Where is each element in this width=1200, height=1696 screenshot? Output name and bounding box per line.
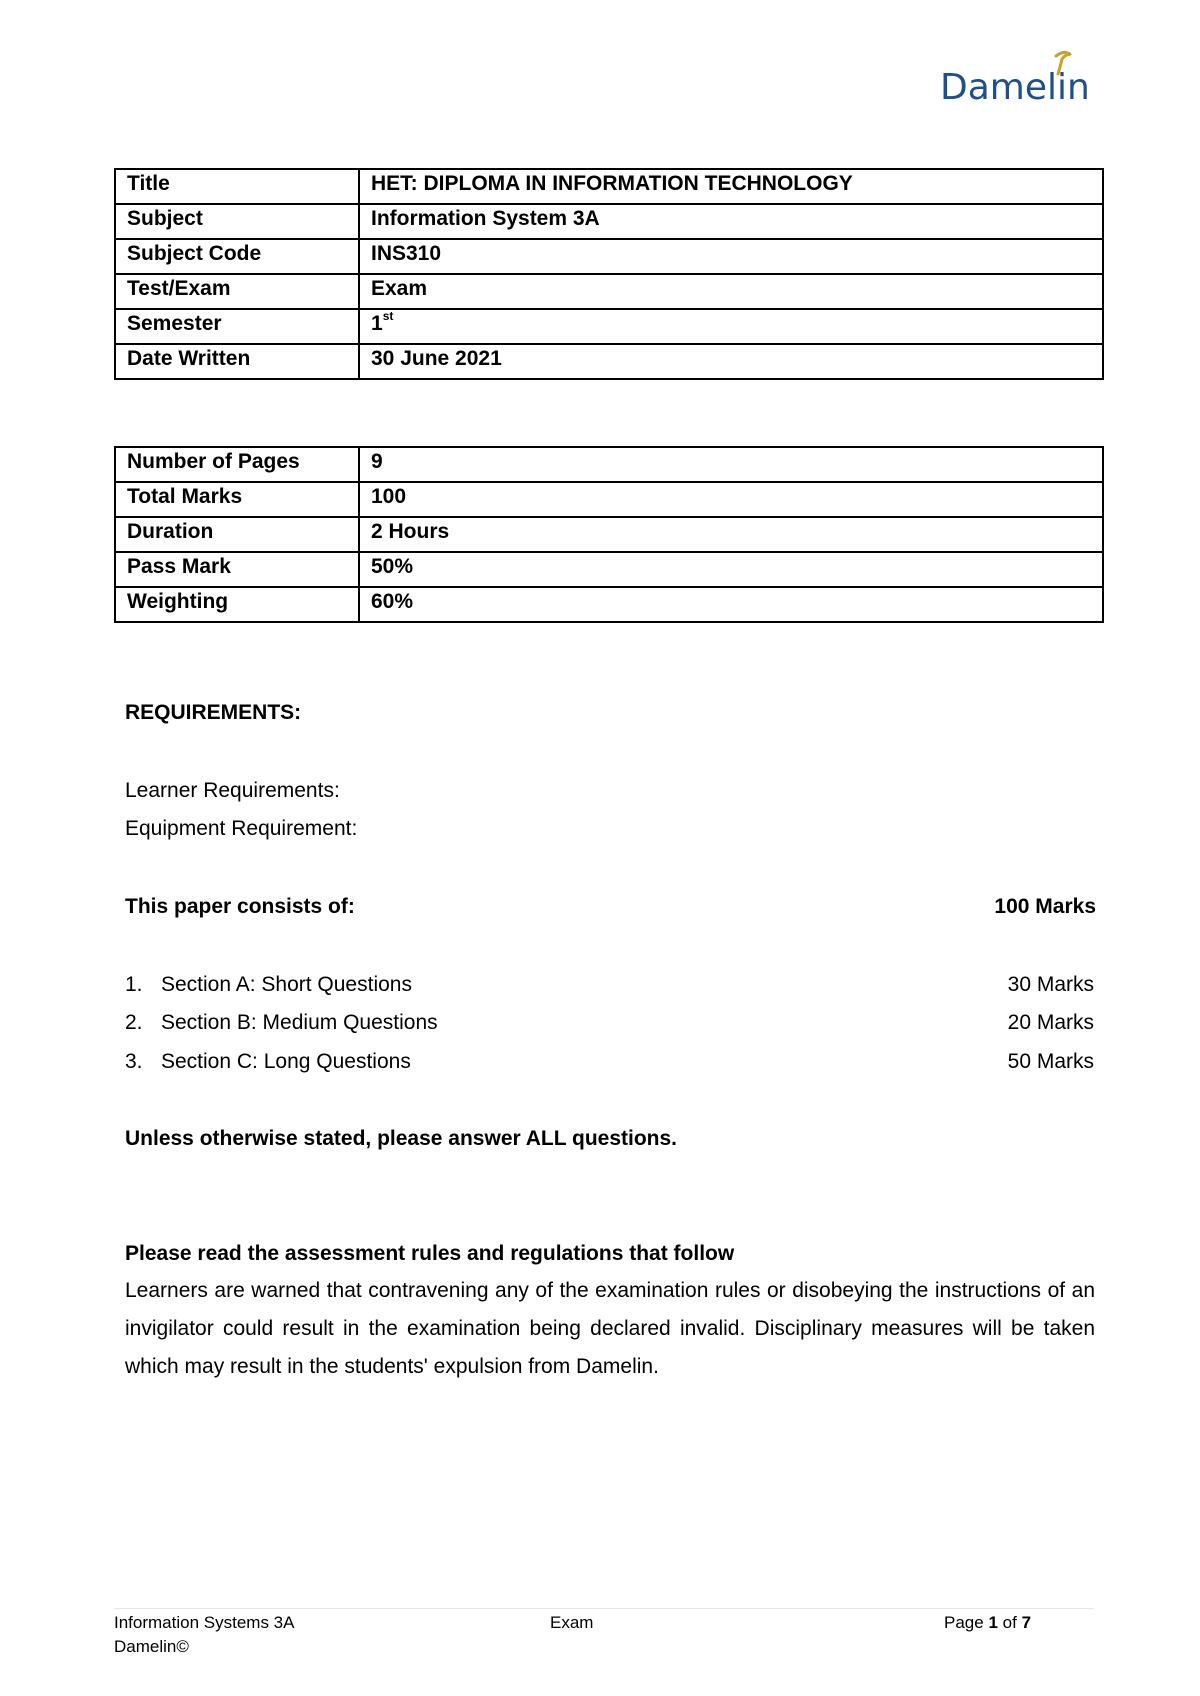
table-row [115, 239, 1103, 274]
section-marks: 30 Marks [1007, 973, 1094, 996]
learner-requirements: Learner Requirements: [125, 779, 340, 802]
row-value: HET: DIPLOMA IN INFORMATION TECHNOLOGY [359, 169, 1103, 204]
section-label: Section B: Medium Questions [161, 1011, 438, 1034]
answer-all-instruction: Unless otherwise stated, please answer ALL questions. [125, 1127, 678, 1150]
table-row [115, 517, 1103, 552]
table-row [115, 204, 1103, 239]
row-label: Subject Code [115, 239, 359, 274]
page-current: 1 [988, 1613, 998, 1632]
row-value: 30 June 2021 [359, 344, 1103, 379]
row-label: Title [115, 169, 359, 204]
section-number: 3. [125, 1050, 143, 1073]
row-value: 50% [359, 552, 1103, 587]
exam-marks-table [114, 446, 1104, 623]
row-value: INS310 [359, 239, 1103, 274]
row-label: Test/Exam [115, 274, 359, 309]
row-label: Subject [115, 204, 359, 239]
row-value: Exam [359, 274, 1103, 309]
table-row [115, 587, 1103, 622]
row-label: Pass Mark [115, 552, 359, 587]
row-value [359, 309, 1103, 344]
row-value: 60% [359, 587, 1103, 622]
footer-exam-label: Exam [550, 1613, 594, 1632]
table-row [115, 344, 1103, 379]
table-row [115, 447, 1103, 482]
page-prefix: Page [944, 1613, 984, 1632]
table-row [115, 552, 1103, 587]
footer-subject: Information Systems 3A [114, 1613, 295, 1632]
row-value: 2 Hours [359, 517, 1103, 552]
section-marks: 20 Marks [1007, 1011, 1094, 1034]
row-label: Semester [115, 309, 359, 344]
table-row [115, 309, 1103, 344]
section-label: Section C: Long Questions [161, 1050, 411, 1073]
paper-consists-label: This paper consists of: [125, 895, 355, 918]
page-total: 7 [1021, 1613, 1032, 1632]
row-label: Total Marks [115, 482, 359, 517]
footer-copyright: Damelin© [114, 1637, 189, 1656]
rules-heading: Please read the assessment rules and regulations that follow [125, 1242, 735, 1265]
row-value: Information System 3A [359, 204, 1103, 239]
requirements-heading: REQUIREMENTS: [125, 701, 302, 724]
rules-paragraph: Learners are warned that contravening any of the examination rules or disobeying the instructions of an invigilator could result in the examination being declared invalid. Disciplinary measures will be taken which may result in the students' expulsion from Damelin. [125, 1279, 1095, 1378]
table-row [115, 274, 1103, 309]
table-row [115, 482, 1103, 517]
section-number: 1. [125, 973, 143, 996]
row-label: Number of Pages [115, 447, 359, 482]
paper-total-marks: 100 Marks [994, 895, 1096, 918]
exam-details-table [114, 168, 1104, 380]
row-label: Duration [115, 517, 359, 552]
logo-text: Damelin [940, 67, 1090, 108]
semester-suffix: st [382, 309, 394, 323]
row-label: Weighting [115, 587, 359, 622]
semester-value: 1 [371, 312, 383, 335]
equipment-requirement: Equipment Requirement: [125, 817, 358, 840]
row-value: 100 [359, 482, 1103, 517]
footer-divider [114, 1608, 1094, 1609]
table-row [115, 169, 1103, 204]
damelin-logo [940, 48, 1090, 112]
section-number: 2. [125, 1011, 143, 1034]
row-value: 9 [359, 447, 1103, 482]
row-label: Date Written [115, 344, 359, 379]
page-of: of [1002, 1613, 1017, 1632]
footer-page-number [944, 1612, 1031, 1634]
section-label: Section A: Short Questions [161, 973, 412, 996]
section-marks: 50 Marks [1007, 1050, 1094, 1073]
